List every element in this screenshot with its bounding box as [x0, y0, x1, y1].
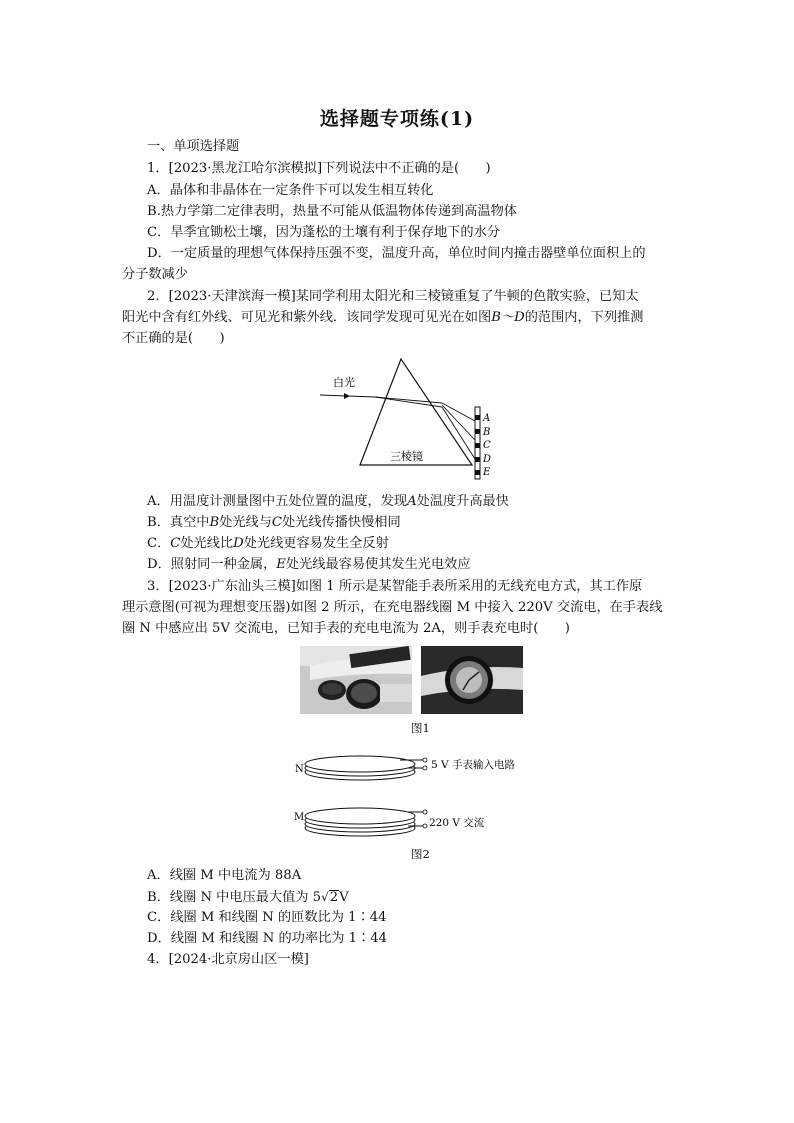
page-title: 选择题专项练(1) — [319, 108, 475, 130]
section-heading: 一、单项选择题 — [147, 139, 240, 154]
q3-option-a: A．线圈 M 中电流为 88A — [147, 868, 302, 883]
white-light-label: 白光 — [333, 376, 355, 389]
screen-mark-a — [475, 415, 480, 420]
q3-option-c: C．线圈 M 和线圈 N 的匝数比为 1∶44 — [147, 910, 387, 925]
watch-photo-2 — [421, 646, 523, 714]
q1-option-d-line1: D．一定质量的理想气体保持压强不变，温度升高，单位时间内撞击器壁单位面积上的 — [147, 246, 646, 261]
q3-option-d: D．线圈 M 和线圈 N 的功率比为 1∶44 — [147, 931, 387, 946]
q1-option-d-line2: 分子数减少 — [122, 267, 188, 282]
screen-mark-e — [475, 470, 480, 475]
exit-ray-3 — [442, 405, 475, 440]
q2-option-a: A．用温度计测量图中五处位置的温度，发现A处温度升高最快 — [147, 494, 509, 509]
label-a: A — [483, 413, 491, 424]
q2-stem-line2: 阳光中含有红外线、可见光和紫外线．该同学发现可见光在如图B～D的范围内，下列推测 — [122, 310, 644, 325]
q1-option-c: C．旱季宜锄松土壤，因为蓬松的土壤有利于保存地下的水分 — [147, 225, 500, 240]
coil-n-label: N — [295, 764, 304, 775]
label-e: E — [483, 467, 491, 478]
screen-mark-d — [475, 457, 480, 462]
q3-stem-line1: 3．[2023·广东汕头三模]如图 1 所示是某智能手表所采用的无线充电方式，其工作原 — [147, 579, 643, 594]
q1-option-a: A．晶体和非晶体在一定条件下可以发生相互转化 — [147, 183, 434, 198]
q3-stem-line3: 圈 N 中感应出 5V 交流电，已知手表的充电电流为 2A，则手表充电时( ) — [122, 621, 570, 636]
q3-stem-line2: 理示意图(可视为理想变压器)如图 2 所示，在充电器线圈 M 中接入 220V 交流电，在手表线 — [122, 600, 663, 615]
exit-ray-1 — [442, 403, 475, 421]
screen-mark-b — [475, 429, 480, 434]
q2-stem-line3: 不正确的是( ) — [122, 331, 225, 346]
q2-option-c: C．C处光线比D处光线更容易发生全反射 — [147, 536, 389, 551]
q4-stem: 4．[2024·北京房山区一模] — [147, 952, 309, 967]
label-c: C — [483, 440, 491, 451]
q2-option-d: D．照射同一种金属，E处光线最容易使其发生光电效应 — [147, 557, 471, 572]
q2-stem-line1: 2．[2023·天津滨海一模]某同学利用太阳光和三棱镜重复了牛顿的色散实验，已知太 — [147, 289, 639, 304]
q1-stem: 1．[2023·黑龙江哈尔滨模拟]下列说法中不正确的是( ) — [147, 161, 491, 176]
coil-m-top — [305, 808, 415, 824]
coil-diagram — [290, 748, 530, 844]
ray-arrow-icon — [344, 393, 350, 399]
coil-m-input-label: 220 V 交流 — [429, 817, 485, 829]
exit-ray-2 — [442, 407, 475, 459]
prism-label: 三棱镜 — [390, 450, 423, 463]
label-b: B — [483, 427, 491, 438]
screen-mark-c — [475, 443, 480, 448]
q2-option-b: B．真空中B处光线与C处光线传播快慢相同 — [147, 515, 401, 530]
watch-photo-1 — [300, 646, 412, 714]
figure2-caption: 图2 — [411, 847, 430, 861]
prism-figure — [300, 355, 500, 480]
coil-m-label: M — [294, 812, 305, 823]
coil-n-output-label: 5 V 手表输入电路 — [431, 759, 515, 771]
coil-n-top — [305, 756, 415, 772]
label-d: D — [483, 454, 492, 465]
q1-option-b: B.热力学第二定律表明，热量不可能从低温物体传递到高温物体 — [147, 204, 517, 219]
figure1-caption: 图1 — [411, 721, 430, 735]
q3-option-b: B．线圈 N 中电压最大值为 5√2V — [147, 890, 349, 905]
